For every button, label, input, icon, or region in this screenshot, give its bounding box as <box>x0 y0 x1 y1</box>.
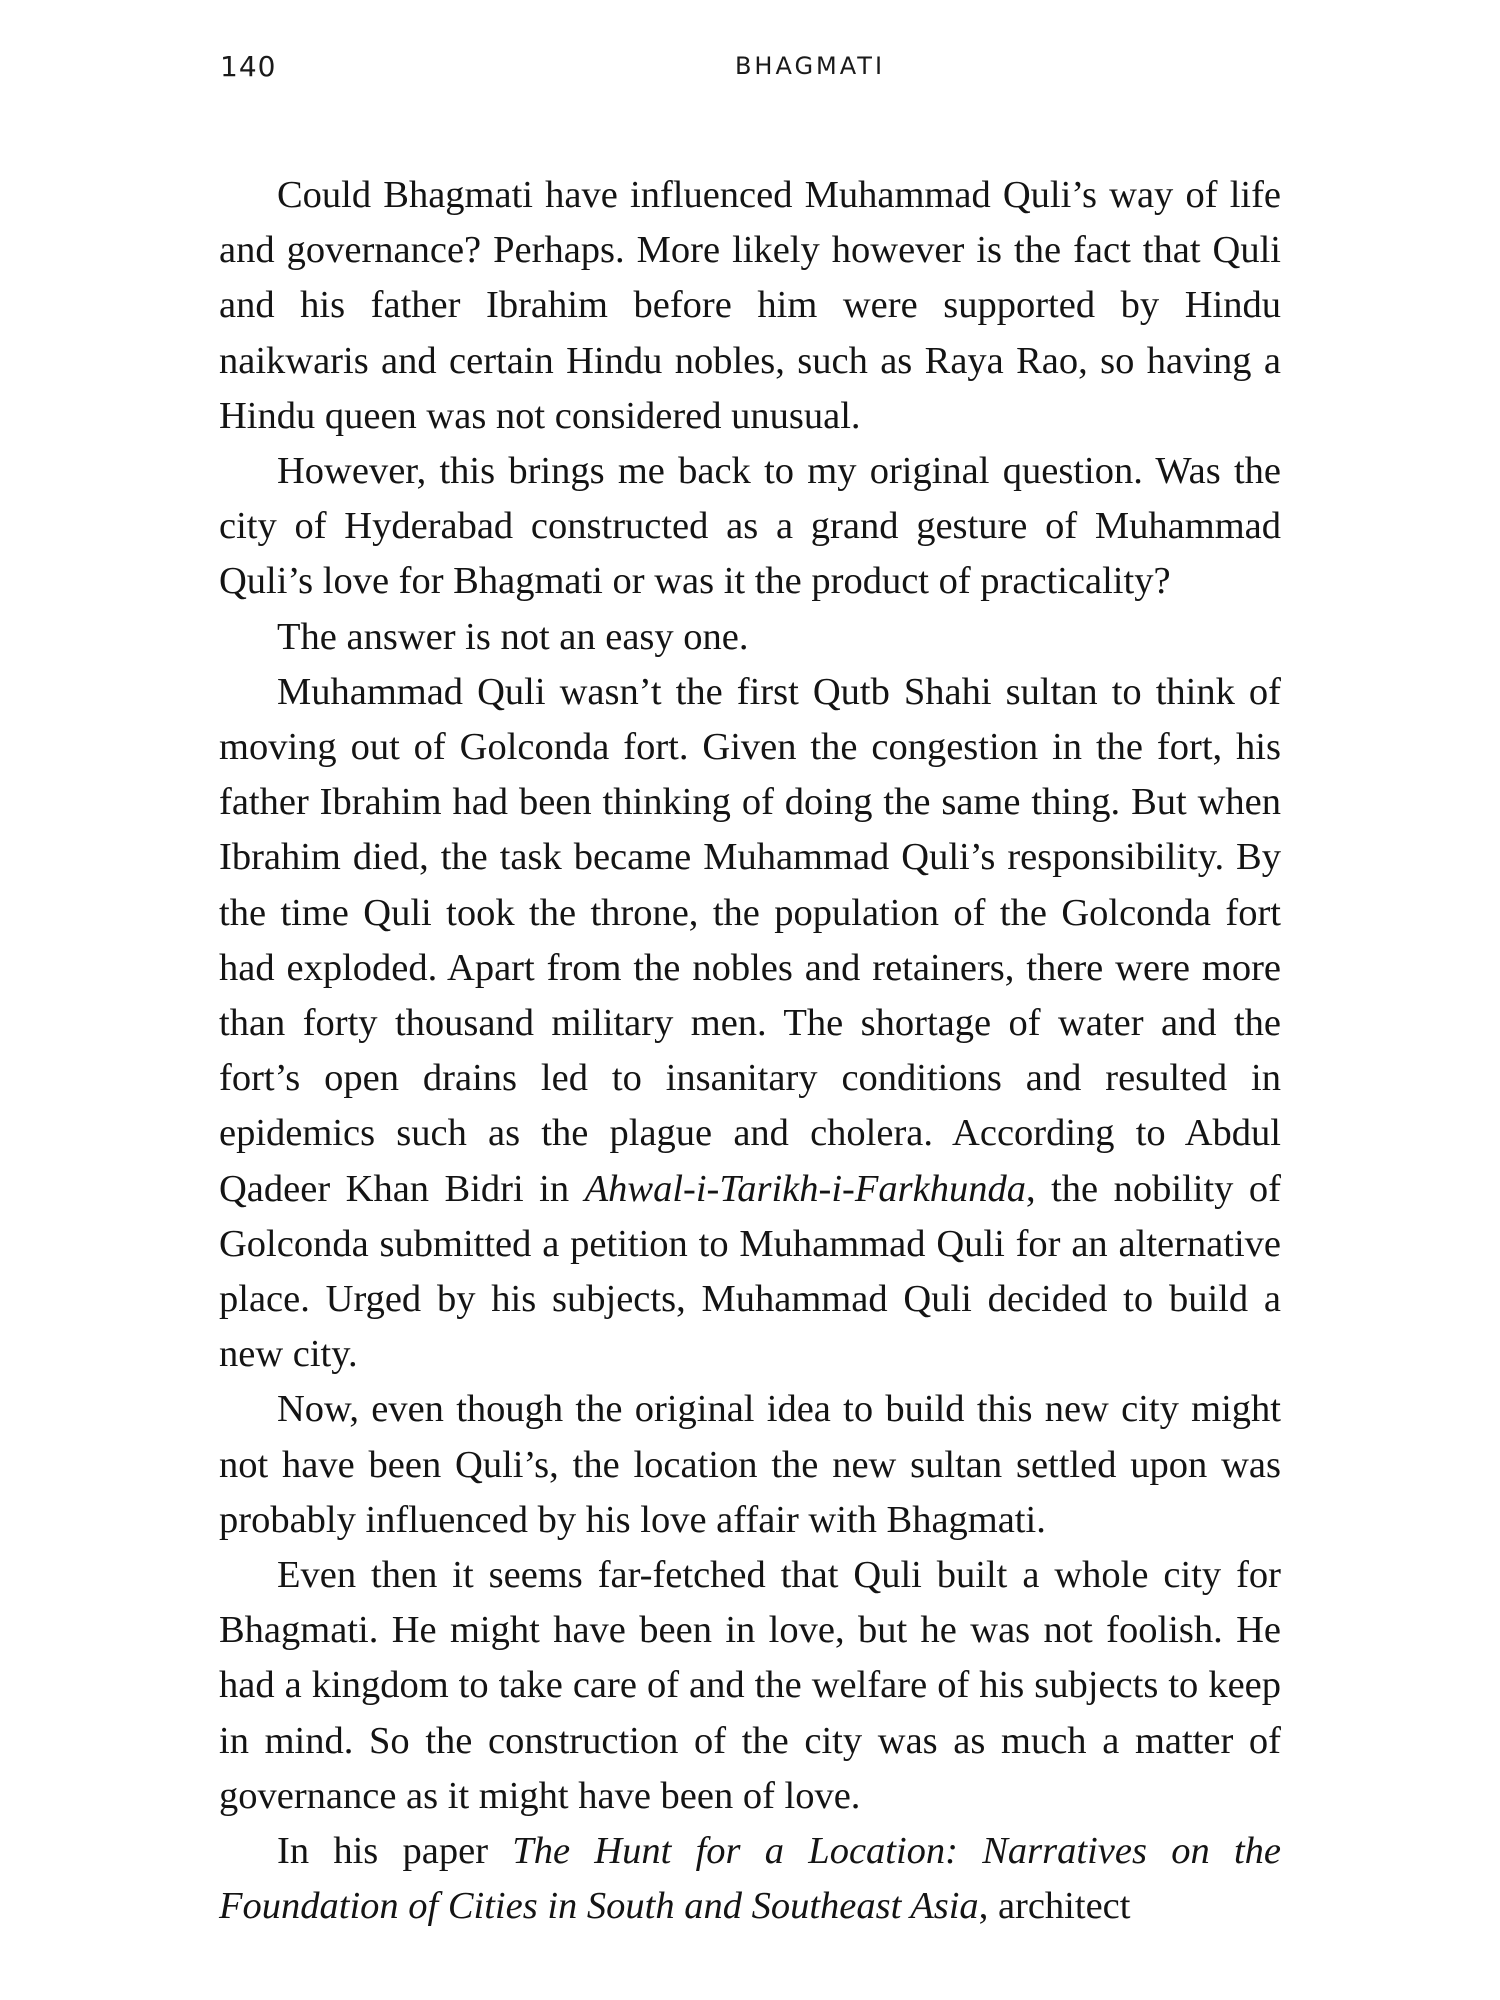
paragraph-3-text: The answer is not an easy one. <box>277 615 749 658</box>
paragraph-1 <box>219 168 1281 444</box>
paragraph-7-text-a: In his paper <box>277 1830 513 1873</box>
paragraph-5-text: Now, even though the original idea to build this new city might not have been Quli’s, the location the new sultan settled upon was probably influenced by his love affair with Bhagmati. <box>219 1388 1281 1541</box>
page-number: 140 <box>220 50 277 83</box>
paragraph-3 <box>219 610 1281 665</box>
paragraph-6-text: Even then it seems far-fetched that Quli built a whole city for Bhagmati. He might have been in love, but he was not foolish. He had a kingdom to take care of and the welfare of his subjects to keep in mind. So the construction of the city was as much a matter of governance as it might have been of love. <box>219 1554 1281 1817</box>
running-title: BHAGMATI <box>734 52 886 80</box>
paragraph-6 <box>219 1548 1281 1824</box>
paragraph-7 <box>219 1824 1281 1934</box>
paragraph-2-text: However, this brings me back to my original question. Was the city of Hyderabad constructed as a grand gesture of Muhammad Quli’s love for Bhagmati or was it the product of practicality? <box>219 450 1281 603</box>
paragraph-4-text-b: , the nobility of Golconda submitted a petition to Muhammad Quli for an alternative place. Urged by his subjects, Muhammad Quli decided to build a new city. <box>219 1167 1281 1376</box>
paragraph-1-text: Could Bhagmati have influenced Muhammad Quli’s way of life and governance? Perhaps. More likely however is the fact that Quli and his father Ibrahim before him were supported by Hindu naikwaris and certain Hindu nobles, such as Raya Rao, so having a Hindu queen was not considered unusual. <box>219 174 1281 437</box>
paragraph-7-text-b: , architect <box>978 1885 1131 1928</box>
paragraph-4 <box>219 665 1281 1383</box>
book-title-italic: Ahwal-i-Tarikh-i-Farkhunda <box>584 1167 1026 1210</box>
body-text <box>219 168 1281 1935</box>
paragraph-4-text-a: Muhammad Quli wasn’t the first Qutb Shahi sultan to think of moving out of Golconda fort. Given the congestion in the fort, his father Ibrahim had been thinking of doing the same thing. But when Ibrahim died, the task became Muhammad Quli’s responsibility. By the time Quli took the throne, the population of the Golconda fort had exploded. Apart from the nobles and retainers, there were more than forty thousand military men. The shortage of water and the fort’s open drains led to insanitary conditions and resulted in epidemics such as the plague and cholera. According to Abdul Qadeer Khan Bidri in <box>219 670 1281 1210</box>
running-head <box>220 50 1280 90</box>
paragraph-2 <box>219 444 1281 610</box>
paragraph-5 <box>219 1382 1281 1548</box>
paper-title-italic: The Hunt for a Location: Narratives on the Foundation of Cities in South and Southeast Asia <box>219 1830 1282 1928</box>
